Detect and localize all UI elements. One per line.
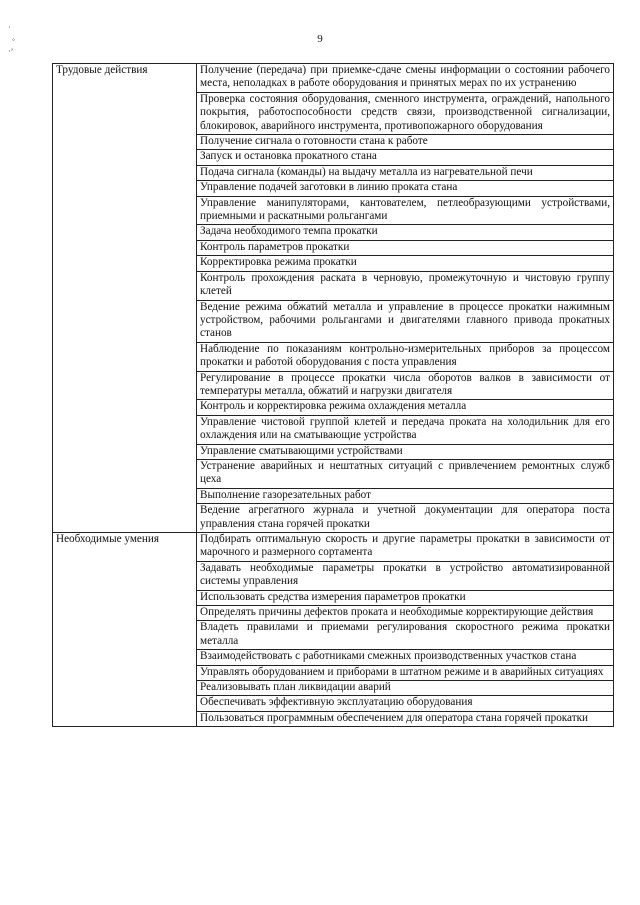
section-item: Устранение аварийных и нештатных ситуаций с привлечением ремонтных служб цеха	[197, 459, 614, 488]
section-item: Определять причины дефектов проката и необходимые корректирующие действия	[197, 606, 614, 621]
section-item: Корректировка режима прокатки	[197, 256, 614, 271]
section-item: Взаимодействовать с работниками смежных производственных участков стана	[197, 650, 614, 665]
section-item: Задавать необходимые параметры прокатки в устройство автоматизированной системы управления	[197, 561, 614, 590]
section-item: Управление чистовой группой клетей и передача проката на холодильник для его охлаждения или на сматывающие устройства	[197, 415, 614, 444]
section-item: Получение сигнала о готовности стана к работе	[197, 135, 614, 150]
section-item: Владеть правилами и приемами регулирования скоростного режима прокатки металла	[197, 621, 614, 650]
section-item: Подача сигнала (команды) на выдачу металла из нагревательной печи	[197, 165, 614, 180]
section-item: Контроль прохождения раската в черновую, промежуточную и чистовую группу клетей	[197, 271, 614, 300]
page-number: 9	[317, 33, 323, 45]
section-item: Управление подачей заготовки в линию проката стана	[197, 181, 614, 196]
section-item: Контроль параметров прокатки	[197, 240, 614, 255]
section-item: Наблюдение по показаниям контрольно-измерительных приборов за процессом прокатки и работой оборудования с поста управления	[197, 342, 614, 371]
section-item: Ведение агрегатного журнала и учетной документации для оператора поста управления стана горячей прокатки	[197, 504, 614, 533]
section-item: Выполнение газорезательных работ	[197, 488, 614, 503]
section-item: Пользоваться программным обеспечением для оператора стана горячей прокатки	[197, 711, 614, 726]
section-title: Трудовые действия	[53, 64, 197, 533]
section-title: Необходимые умения	[53, 533, 197, 727]
table-row	[53, 533, 614, 562]
section-item: Регулирование в процессе прокатки числа оборотов валков в зависимости от температуры металла, обжатий и нагрузки двигателя	[197, 371, 614, 400]
section-item: Получение (передача) при приемке-сдаче смены информации о состоянии рабочего места, неполадках в работе оборудования и принятых мерах по их устранению	[197, 64, 614, 93]
section-item: Запуск и остановка прокатного стана	[197, 150, 614, 165]
section-item: Управление манипуляторами, кантователем, петлеобразующими устройствами, приемными и раскатными рольгангами	[197, 196, 614, 225]
section-item: Проверка состояния оборудования, сменного инструмента, ограждений, напольного покрытия, работоспособности средств связи, производственной сигнализации, блокировок, аварийного инструмента, противопожарного оборудования	[197, 92, 614, 134]
section-item: Управление сматывающими устройствами	[197, 444, 614, 459]
section-item: Подбирать оптимальную скорость и другие параметры прокатки в зависимости от марочного и размерного сортамента	[197, 533, 614, 562]
section-item: Задача необходимого темпа прокатки	[197, 225, 614, 240]
section-item: Контроль и корректировка режима охлаждения металла	[197, 400, 614, 415]
section-item: Управлять оборудованием и приборами в штатном режиме и в аварийных ситуациях	[197, 665, 614, 680]
competency-table	[52, 63, 614, 727]
section-item: Ведение режима обжатий металла и управление в процессе прокатки нажимным устройством, рабочими рольгангами и двигателями главного привода прокатных станов	[197, 300, 614, 342]
table-row	[53, 64, 614, 93]
section-item: Использовать средства измерения параметров прокатки	[197, 590, 614, 605]
section-item: Обеспечивать эффективную эксплуатацию оборудования	[197, 696, 614, 711]
section-item: Реализовывать план ликвидации аварий	[197, 681, 614, 696]
scan-marks: · ◦ ·ʼ	[8, 23, 15, 56]
